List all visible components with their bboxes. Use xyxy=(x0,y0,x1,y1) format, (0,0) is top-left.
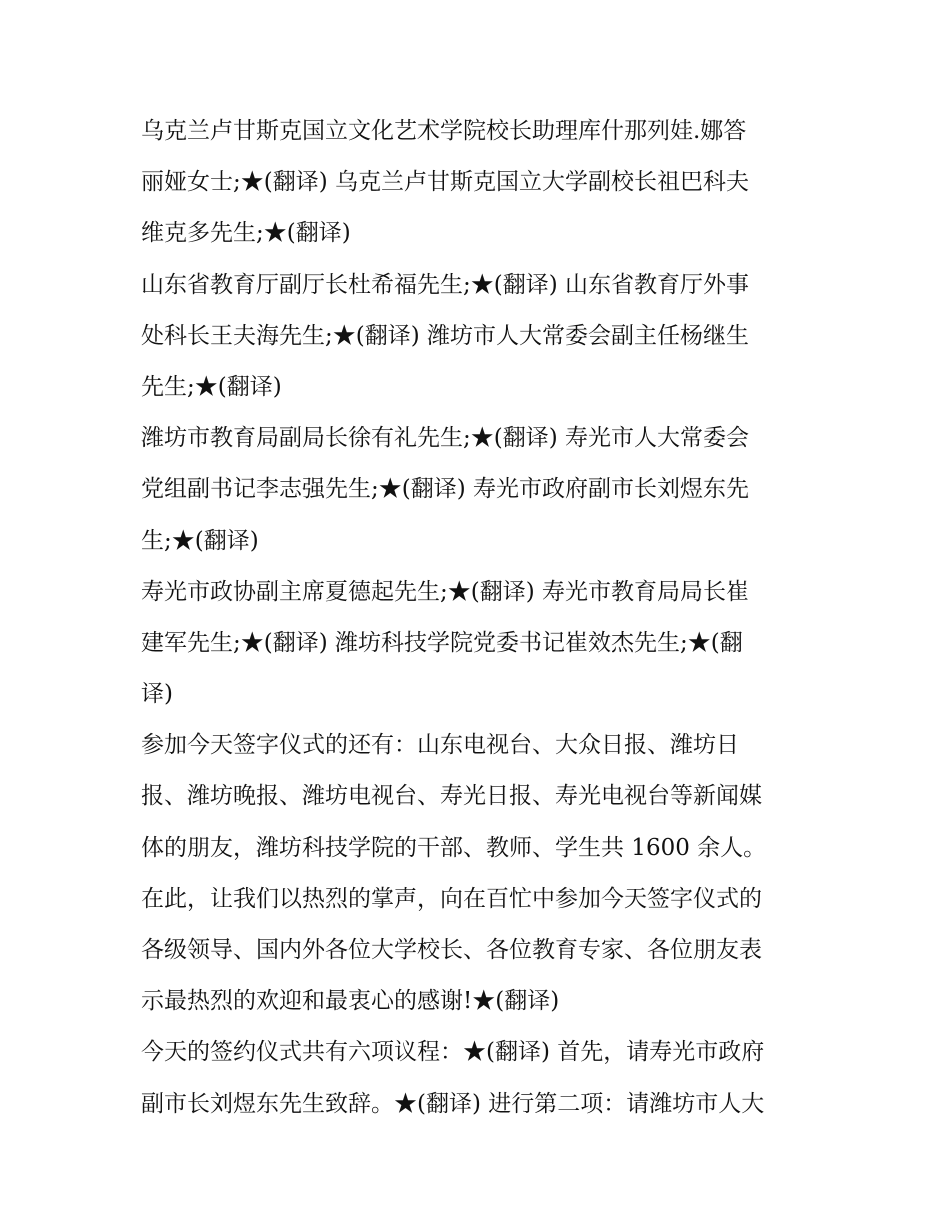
text-line: 寿光市政协副主席夏德起先生;★(翻译) 寿光市教育局局长崔 xyxy=(141,578,750,605)
text-line: 体的朋友，潍坊科技学院的干部、教师、学生共 1600 余人。 xyxy=(141,834,767,861)
text-line: 先生;★(翻译) xyxy=(141,373,282,400)
text-line: 生;★(翻译) xyxy=(141,527,259,554)
text-line: 译) xyxy=(141,681,173,708)
document-body xyxy=(141,106,821,1130)
text-line: 示最热烈的欢迎和最衷心的感谢!★(翻译) xyxy=(141,988,560,1015)
text-line: 处科长王夫海先生;★(翻译) 潍坊市人大常委会副主任杨继生 xyxy=(141,322,750,349)
text-line: 乌克兰卢甘斯克国立文化艺术学院校长助理库什那列娃.娜答 xyxy=(141,118,747,144)
text-line: 在此，让我们以热烈的掌声，向在百忙中参加今天签字仪式的 xyxy=(141,885,762,912)
text-line: 山东省教育厅副厅长杜希福先生;★(翻译) 山东省教育厅外事 xyxy=(141,271,750,298)
text-line: 参加今天签字仪式的还有：山东电视台、大众日报、潍坊日 xyxy=(141,732,739,759)
text-line: 建军先生;★(翻译) 潍坊科技学院党委书记崔效杰先生;★(翻 xyxy=(141,629,743,656)
text-line: 今天的签约仪式共有六项议程：★(翻译) 首先，请寿光市政府 xyxy=(141,1039,765,1066)
text-line: 丽娅女士;★(翻译) 乌克兰卢甘斯克国立大学副校长祖巴科夫 xyxy=(141,169,750,196)
text-line: 党组副书记李志强先生;★(翻译) 寿光市政府副市长刘煜东先 xyxy=(141,476,750,503)
text-line: 维克多先生;★(翻译) xyxy=(141,220,351,247)
text-line: 各级领导、国内外各位大学校长、各位教育专家、各位朋友表 xyxy=(141,937,762,963)
text-line: 副市长刘煜东先生致辞。★(翻译) 进行第二项：请潍坊市人大 xyxy=(141,1090,765,1117)
text-line: 报、潍坊晚报、潍坊电视台、寿光日报、寿光电视台等新闻媒 xyxy=(141,783,762,810)
text-line: 潍坊市教育局副局长徐有礼先生;★(翻译) 寿光市人大常委会 xyxy=(141,425,750,452)
